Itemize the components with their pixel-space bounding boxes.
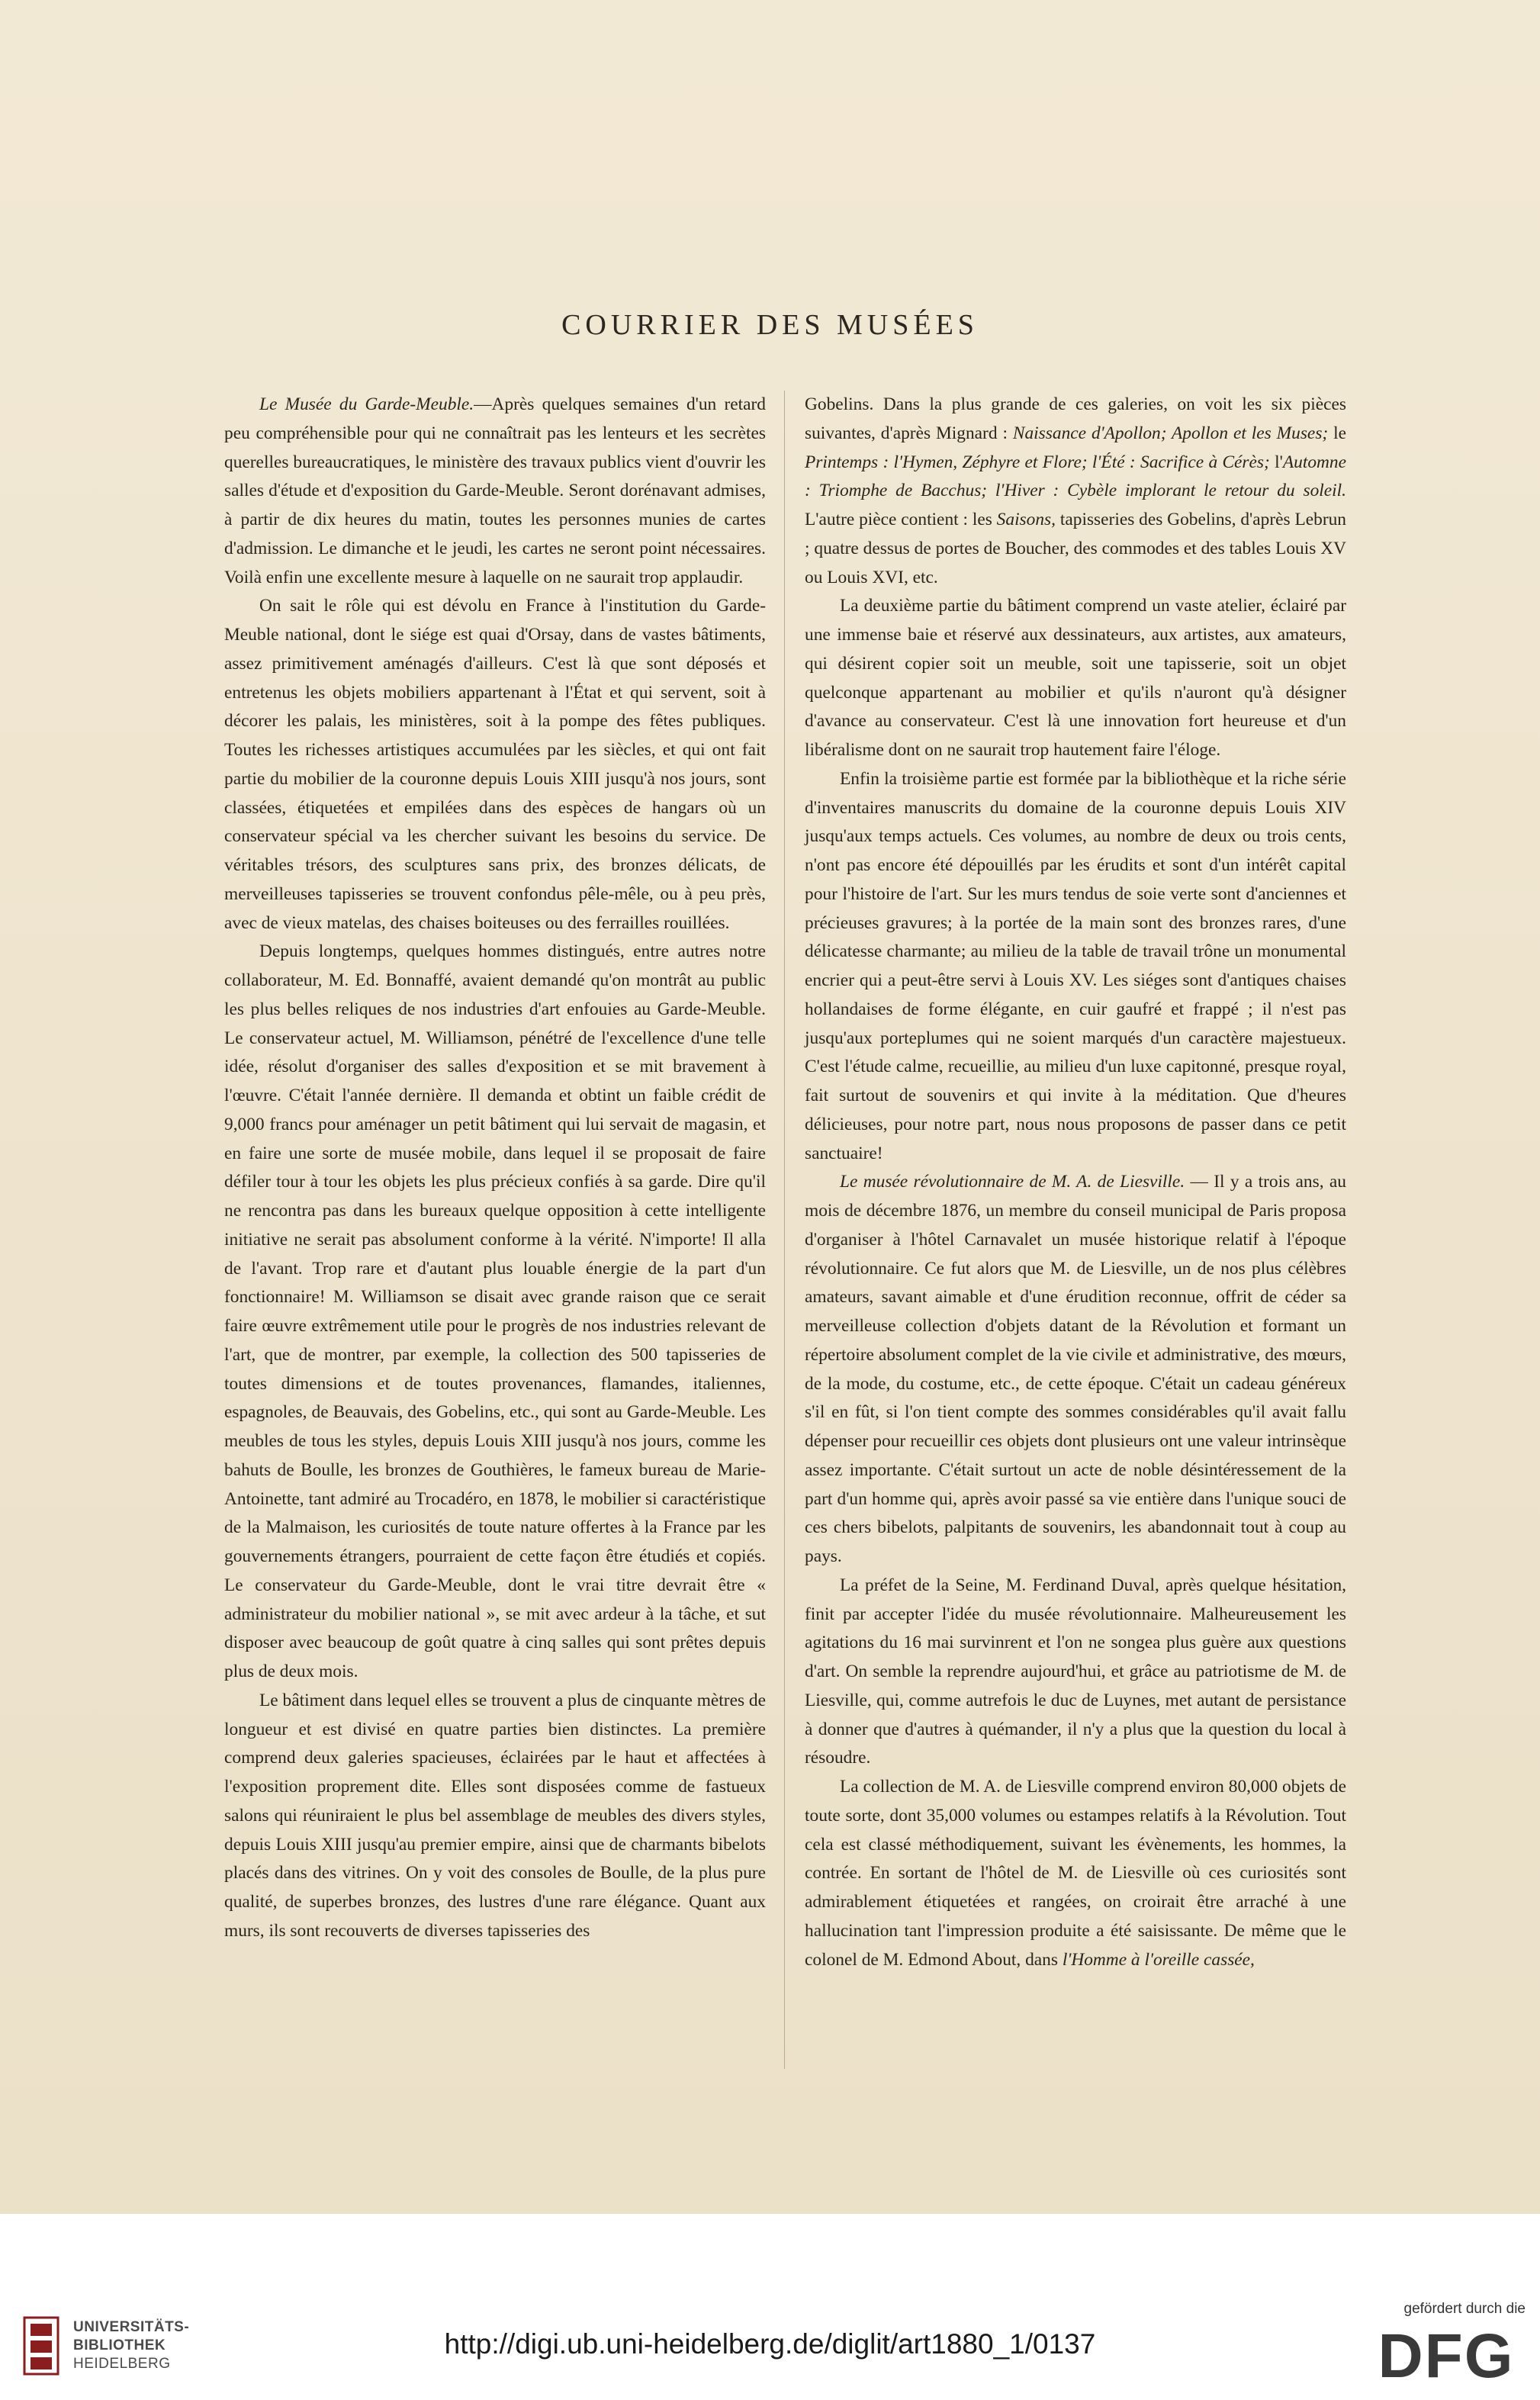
paragraph (805, 1168, 1346, 1572)
paragraph-text: Depuis longtemps, quelques hommes distingués, entre autres notre collaborateur, M. Ed. Bonnaffé, avaient demandé qu'on montrât au public les plus belles reliques de nos industries d'art enfouies au Garde-Meuble. Le conservateur actuel, M. Williamson, pénétré de l'excellence d'une telle idée, résolut d'organiser des salles d'exposition et se mit bravement à l'œuvre. C'était l'année dernière. Il demanda et obtint un faible crédit de 9,000 francs pour aménager un petit bâtiment qui lui servait de magasin, et en faire une sorte de musée mobile, dans lequel il se proposait de faire défiler tour à tour les objets les plus précieux confiés à sa garde. Dire qu'il ne rencontra pas dans les bureaux quelque opposition à cette intelligente initiative ne serait pas absolument conforme à la vérité. N'importe! Il alla de l'avant. Trop rare et d'autant plus louable énergie de la part d'un fonctionnaire! M. Williamson se disait avec grande raison que ce serait faire œuvre extrêmement utile pour le progrès de nos industries relevant de l'art, que de montrer, par exemple, la collection des 500 tapisseries de toutes dimensions et de toutes provenances, flamandes, italiennes, espagnoles, de Beauvais, des Gobelins, etc., qui sont au Garde-Meuble. Les meubles de tous les styles, depuis Louis XIII jusqu'à nos jours, comme les bahuts de Boulle, les bronzes de Gouthières, le fameux bureau de Marie-Antoinette, tant admiré au Trocadéro, en 1878, le mobilier si caractéristique de la Malmaison, les curiosités de toute nature offertes à la France par les gouvernements étrangers, pourraient de cette façon être étudiés et copiés. Le conservateur du Garde-Meuble, dont le vrai titre devrait être « administrateur du mobilier national », se mit avec ardeur à la tâche, et sut disposer avec beaucoup de goût quatre à cinq salles qui sont prêtes depuis plus de deux mois. (224, 941, 766, 1681)
paragraph (805, 1572, 1346, 1773)
left-column (224, 391, 766, 2069)
text-run: Gobelins. Dans la plus grande de ces galeries, on voit les six pièces suivantes, d'après Mignard : (805, 394, 1346, 443)
column-divider (784, 391, 785, 2069)
text-run: Enfin la troisième partie est formée par la bibliothèque et la riche série d'inventaires manuscrits du domaine de la couronne depuis Louis XIV jusqu'aux temps actuels. Ces volumes, au nombre de deux ou trois cents, n'ont pas encore été dépouillés par les érudits et sont d'un intérêt capital pour l'histoire de l'art. Sur les murs tendus de soie verte sont d'anciennes et précieuses gravures; à la portée de la main sont des bronzes rares, d'une délicatesse charmante; au milieu de la table de travail trône un monumental encrier qui a peut-être servi à Louis XV. Les siéges sont d'antiques chaises hollandaises de forme élégante, en cuir gaufré et frappé ; il n'est pas jusqu'aux porteplumes qui ne soient marqués d'un caractère majestueux. C'est l'étude calme, recueillie, au milieu d'un luxe capitonné, presque royal, fait surtout de souvenirs et qui invite à la méditation. Que d'heures délicieuses, pour notre part, nous nous proposons de passer dans ce petit sanctuaire! (805, 768, 1346, 1163)
italic-run: Automne : Triomphe de Bacchus; l'Hiver : Cybèle implorant le retour du soleil. (805, 452, 1346, 501)
text-run: La collection de M. A. de Liesville comprend environ 80,000 objets de toute sorte, dont 35,000 volumes ou estampes relatifs à la Révolution. Tout cela est classé méthodiquement, suivant les évènements, les hommes, la contrée. En sortant de l'hôtel de M. de Liesville où ces curiosités sont admirablement étiquetées et rangées, on croirait être arraché à une hallucination tant l'impression produite a été saisissante. De même que le colonel de M. Edmond About, dans (805, 1777, 1346, 1970)
paragraph (805, 391, 1346, 592)
paragraph (805, 765, 1346, 1169)
text-run: La préfet de la Seine, M. Ferdinand Duval, après quelque hésitation, finit par accepter l'idée du musée révolutionnaire. Malheureusement les agitations du 16 mai survinrent et l'on ne songea plus guère aux questions d'art. On semble la reprendre aujourd'hui, et grâce au patriotisme de M. de Liesville, qui, comme autrefois le duc de Luynes, met autant de persistance à donner que d'autres à quémander, il n'y a plus que la question du local à résoudre. (805, 1575, 1346, 1768)
text-run: L'autre pièce contient : les (805, 510, 997, 529)
right-column (805, 391, 1346, 2069)
italic-run: l'Homme à l'oreille cassée, (1062, 1949, 1255, 1970)
paragraph (805, 592, 1346, 765)
paragraph (224, 1687, 766, 1946)
paragraph (805, 1773, 1346, 1974)
paragraph-text: On sait le rôle qui est dévolu en France à l'institution du Garde-Meuble national, dont le siége est quai d'Orsay, dans de vastes bâtiments, assez primitivement aménagés d'ailleurs. C'est là que sont déposés et entretenus les objets mobiliers appartenant à l'État et qui servent, soit à décorer les palais, les ministères, soit à la pompe des fêtes publiques. Toutes les richesses artistiques accumulées par les siècles, et qui ont fait partie du mobilier de la couronne depuis Louis XIII jusqu'à nos jours, sont classées, étiquetées et empilées dans des espèces de hangars où un conservateur spécial va les chercher suivant les besoins du service. De véritables trésors, des sculptures sans prix, des bronzes délicats, de merveilleuses tapisseries se trouvent confondus pêle-mêle, ou à peu près, avec de vieux matelas, des chaises boiteuses ou des ferrailles rouillées. (224, 596, 766, 933)
footer-bar (0, 2214, 1540, 2400)
italic-run: Naissance d'Apollon; Apollon et les Muses; (1012, 423, 1329, 443)
text-run: La deuxième partie du bâtiment comprend un vaste atelier, éclairé par une immense baie et réservé aux dessinateurs, aux artistes, aux amateurs, qui désirent copier soit un meuble, soit une tapisserie, soit un objet quelconque appartenant au mobilier et qu'ils n'auront qu'à désigner d'avance au conservateur. C'est là une innovation fort heureuse et d'un libéralisme dont on ne saurait trop hautement faire l'éloge. (805, 596, 1346, 760)
dfg-logo-icon (1370, 2327, 1522, 2383)
source-url-link[interactable]: http://digi.ub.uni-heidelberg.de/diglit/art1880_1/0137 (444, 2328, 1096, 2360)
italic-run: Le musée révolutionnaire de M. A. de Liesville. (840, 1172, 1185, 1192)
paragraph (224, 592, 766, 938)
page-title: COURRIER DES MUSÉES (561, 309, 979, 341)
library-name-line-1: UNIVERSITÄTS- (73, 2319, 190, 2335)
text-run: — Il y a trois ans, au mois de décembre 1876, un membre du conseil municipal de Paris proposa d'organiser à l'hôtel Carnavalet un musée historique relatif à l'époque révolutionnaire. Ce fut alors que M. de Liesville, un de nos plus célèbres amateurs, savant aimable et d'une érudition reconnue, offrit de céder sa merveilleuse collection d'objets datant de la Révolution et formant un répertoire absolument complet de la vie civile et administrative, des mœurs, de la mode, du costume, etc., de cette époque. C'était un cadeau généreux s'il en fût, si l'on tient compte des sommes considérables qu'il avait fallu dépenser pour recueillir ces objets dont plusieurs ont une valeur intrinsèque assez importante. C'était surtout un acte de noble désintéressement de la part d'un homme qui, après avoir passé sa vie entière dans l'unique souci de ces chers bibelots, palpitants de souvenirs, les abandonnait tout à coup au pays. (805, 1172, 1346, 1566)
paragraph (224, 391, 766, 592)
text-run: tapisseries des Gobelins, d'après Lebrun ; quatre dessus de portes de Boucher, des commodes et des tables Louis XV ou Louis XVI, etc. (805, 510, 1346, 587)
italic-run: Saisons, (996, 510, 1056, 529)
paragraph-text: Le bâtiment dans lequel elles se trouvent a plus de cinquante mètres de longueur et est divisé en quatre parties bien distinctes. La première comprend deux galeries spacieuses, éclairées par le haut et affectées à l'exposition proprement dite. Elles sont disposées comme de fastueux salons qui réuniraient le plus bel assemblage de meubles des divers styles, depuis Louis XIII jusqu'au premier empire, ainsi que de charmants bibelots placés dans des vitrines. On y voit des consoles de Boulle, de la plus pure qualité, de superbes bronzes, des lustres d'une rare élégance. Quant aux murs, ils sont recouverts de diverses tapisseries des (224, 1690, 766, 1941)
library-name-line-2: BIBLIOTHEK (73, 2337, 166, 2353)
text-run: le (1328, 423, 1347, 443)
paragraph (224, 938, 766, 1687)
sponsor-caption: gefördert durch die (1403, 2301, 1526, 2317)
paragraph-text: —Après quelques semaines d'un retard peu compréhensible pour qui ne connaîtrait pas les lenteurs et les secrètes querelles bureaucratiques, le ministère des travaux publics vient d'ouvrir les salles d'étude et d'exposition du Garde-Meuble. Seront dorénavant admises, à partir de dix heures du matin, toutes les personnes munies de cartes d'admission. Le dimanche et le jeudi, les cartes ne seront point nécessaires. Voilà enfin une excellente mesure à laquelle on ne saurait trop applaudir. (224, 394, 766, 587)
italic-run: Printemps : l'Hymen, Zéphyre et Flore; l'Été : Sacrifice à Cérès; (805, 452, 1270, 472)
section-heading: Le Musée du Garde-Meuble. (259, 394, 474, 414)
dfg-logo-text: DFG (1378, 2327, 1515, 2383)
text-run: l' (1269, 452, 1283, 472)
library-name-line-3: HEIDELBERG (73, 2356, 171, 2372)
